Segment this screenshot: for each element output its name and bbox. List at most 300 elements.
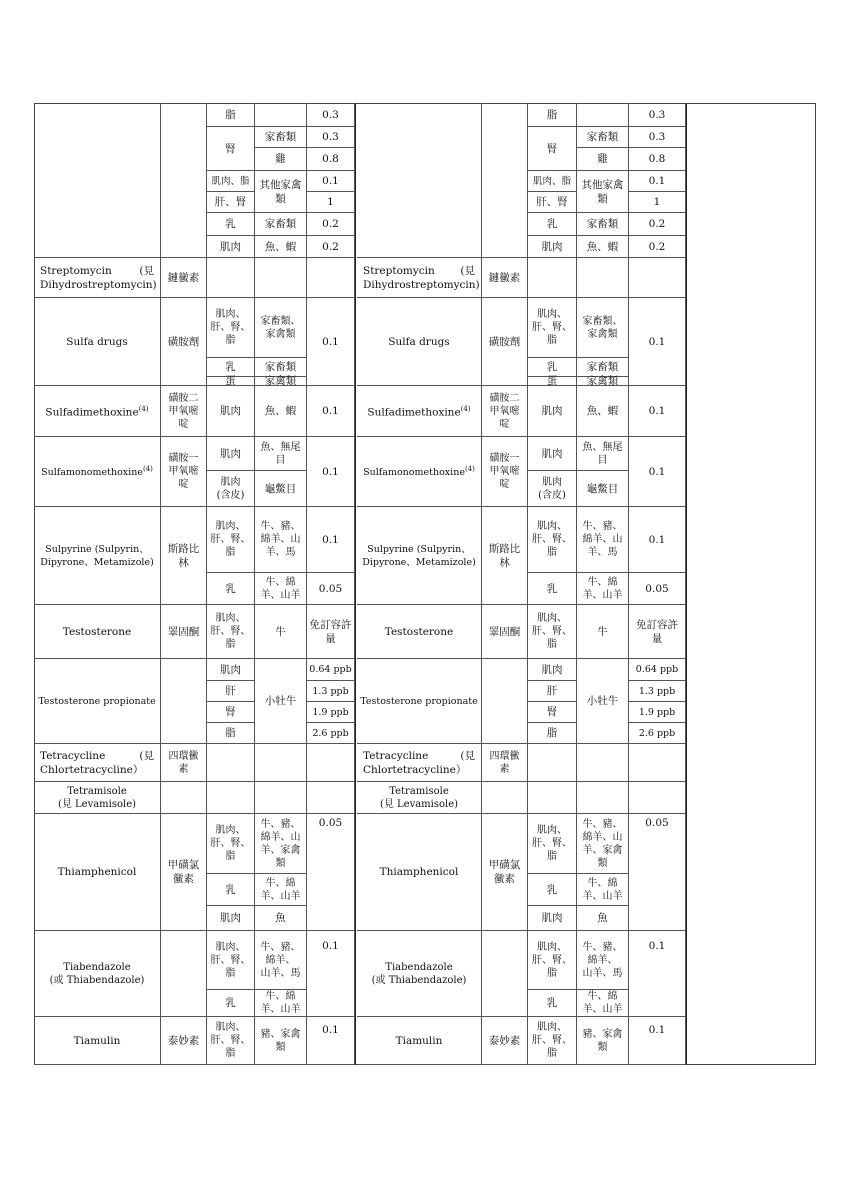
left-testosterone-propionate-limit-text: 1.3 ppb xyxy=(312,685,349,697)
right-sulfa-species2-text: 家畜類 xyxy=(586,361,619,373)
left-streptomycin-drug xyxy=(34,258,161,298)
left-sulfadimethoxine-species-text: 魚、蝦 xyxy=(264,405,297,417)
right-testosterone-tissue-text: 肌肉、 肝、腎、 脂 xyxy=(532,613,572,650)
right-sulpyrine-cn xyxy=(482,507,528,605)
right-streptomycin-drug-text-c: Dihydrostreptomycin) xyxy=(363,278,480,291)
left-sulfa-tissue1 xyxy=(207,298,255,358)
left-cont-species-fish xyxy=(255,236,307,258)
left-thiamphenicol-species3 xyxy=(255,906,307,931)
right-thiamphenicol-limit xyxy=(629,814,686,931)
right-cont-tissue-liver-kidney xyxy=(528,192,577,213)
left-tiamulin-cn-text: 泰妙素 xyxy=(167,1034,200,1047)
left-tiabendazole-limit xyxy=(307,931,355,1017)
right-cont-species-other-poultry xyxy=(577,171,629,213)
right-tiabendazole-tissue1 xyxy=(528,931,577,990)
right-thiamphenicol-species1 xyxy=(577,814,629,874)
right-thiamphenicol-tissue2 xyxy=(528,874,577,906)
left-testosterone-drug-text: Testosterone xyxy=(62,625,132,638)
right-thiamphenicol-species2 xyxy=(577,874,629,906)
right-testosterone-propionate-drug-text: Testosterone propionate xyxy=(360,695,478,707)
right-testosterone-propionate-tissue xyxy=(528,702,577,723)
left-sulfadimethoxine-drug xyxy=(34,386,161,437)
left-sulfa-tissue3-text: 蛋 xyxy=(225,375,236,387)
left-sulfamonomethoxine-drug xyxy=(34,437,161,507)
right-thiamphenicol-tissue1 xyxy=(528,814,577,874)
right-cont-tissue-muscle-text: 肌肉 xyxy=(541,240,563,253)
right-tiabendazole-tissue2-text: 乳 xyxy=(546,997,558,1009)
left-streptomycin-cn-text: 鏈黴素 xyxy=(167,271,200,284)
right-sulfa-species1 xyxy=(577,298,629,358)
left-streptomycin-species xyxy=(255,258,307,298)
right-sulfa-tissue3 xyxy=(528,377,577,386)
right-thiamphenicol-tissue1-text: 肌肉、 肝、腎、 脂 xyxy=(532,825,572,862)
left-testosterone-propionate-tissue-text: 肌肉 xyxy=(220,663,241,676)
left-residue-table xyxy=(34,103,356,1065)
left-cont-limit xyxy=(307,127,355,148)
left-sulfa-species2-text: 家畜類 xyxy=(264,361,297,373)
right-cont-limit-text: 0.2 xyxy=(648,240,666,253)
right-streptomycin-limit xyxy=(629,258,686,298)
left-cont-limit xyxy=(307,236,355,258)
right-tiamulin-drug-text: Tiamulin xyxy=(395,1034,443,1047)
right-sulpyrine-drug-text: Sulpyrine (Sulpyrin、 Dipyrone、Metamizole) xyxy=(362,543,476,568)
right-testosterone-species-text: 牛 xyxy=(597,625,608,638)
right-cont-limit xyxy=(629,171,686,192)
right-testosterone-propionate-limit xyxy=(629,702,686,723)
left-tetramisole-drug xyxy=(34,782,161,814)
left-sulpyrine-cn-text: 斯路比 林 xyxy=(167,542,200,569)
right-sulfadimethoxine-drug-text: Sulfadimethoxine$^{(4)}$ xyxy=(367,405,471,419)
right-thiamphenicol-drug-text: Thiamphenicol xyxy=(379,866,459,878)
right-cont-tissue-milk-text: 乳 xyxy=(546,218,558,230)
left-streptomycin-tissue xyxy=(207,258,255,298)
right-sulfadimethoxine-species-text: 魚、蝦 xyxy=(586,405,619,417)
right-testosterone-species xyxy=(577,605,629,659)
right-sulpyrine-tissue2-text: 乳 xyxy=(546,582,558,595)
right-tiamulin-species xyxy=(577,1017,629,1065)
left-sulfa-species1 xyxy=(255,298,307,358)
right-sulfa-limit-text: 0.1 xyxy=(648,335,666,348)
right-tetramisole-species xyxy=(577,782,629,814)
notes-column xyxy=(687,103,816,1065)
left-streptomycin-drug-text-b: (見 xyxy=(139,264,154,277)
right-testosterone-limit xyxy=(629,605,686,659)
left-tetramisole-cn xyxy=(161,782,207,814)
right-testosterone-propionate-species-text: 小牡牛 xyxy=(586,695,619,707)
left-sulfadimethoxine-cn xyxy=(161,386,207,437)
left-tetracycline-drug xyxy=(34,744,161,782)
right-thiamphenicol-cn xyxy=(482,814,528,931)
right-cont-limit-text: 0.2 xyxy=(648,218,666,230)
left-sulpyrine-tissue2 xyxy=(207,573,255,605)
left-testosterone-species-text: 牛 xyxy=(275,625,286,638)
right-thiamphenicol-species1-text: 牛、豬、 綿羊、山 羊、家禽 類 xyxy=(582,818,623,869)
left-thiamphenicol-cn xyxy=(161,814,207,931)
left-cont-species-other-poultry-text: 其他家禽類 xyxy=(259,178,302,205)
right-sulfa-tissue1 xyxy=(528,298,577,358)
right-cont-limit xyxy=(629,148,686,171)
left-cont-tissue-muscle-fat xyxy=(207,171,255,192)
left-sulfamonomethoxine-cn-text: 磺胺一 甲氧嘧 啶 xyxy=(168,453,199,490)
left-tiabendazole-tissue2-text: 乳 xyxy=(225,997,236,1009)
right-tetracycline-drug-text-c: Chlortetracycline） xyxy=(363,763,467,776)
left-sulfa-tissue3 xyxy=(207,377,255,386)
right-sulpyrine-species2 xyxy=(577,573,629,605)
right-cont-limit xyxy=(629,127,686,148)
right-cont-limit xyxy=(629,213,686,236)
right-sulfa-cn xyxy=(482,298,528,386)
left-testosterone-tissue-text: 肌肉、 肝、腎、 脂 xyxy=(210,613,251,650)
right-cont-tissue-fat xyxy=(528,103,577,127)
right-cont-tissue-muscle xyxy=(528,236,577,258)
right-sulfadimethoxine-tissue xyxy=(528,386,577,437)
left-thiamphenicol-cn-text: 甲磺氯 黴素 xyxy=(167,859,200,885)
left-sulfadimethoxine-tissue-text: 肌肉 xyxy=(220,405,241,417)
left-tetramisole-tissue xyxy=(207,782,255,814)
right-testosterone-propionate-tissue xyxy=(528,681,577,702)
left-thiamphenicol-tissue2-text: 乳 xyxy=(225,883,236,896)
right-thiamphenicol-limit-text: 0.05 xyxy=(645,817,669,829)
right-thiamphenicol-drug xyxy=(357,814,482,931)
left-testosterone-limit-text: 免訂容許 量 xyxy=(309,618,352,645)
left-cont-limit-text: 0.8 xyxy=(322,153,339,165)
left-sulfamonomethoxine-limit xyxy=(307,437,355,507)
right-sulpyrine-cn-text: 斯路比 林 xyxy=(488,542,521,569)
right-cont-tissue-muscle-fat xyxy=(528,171,577,192)
right-tetramisole-cn xyxy=(482,782,528,814)
left-sulfa-limit-text: 0.1 xyxy=(322,335,339,348)
left-tiamulin-species-text: 豬、家禽 類 xyxy=(260,1028,301,1053)
right-thiamphenicol-species2-text: 牛、綿 羊、山羊 xyxy=(582,877,623,902)
right-cont-species-livestock-2-text: 家畜類 xyxy=(586,218,619,230)
left-tetramisole-limit xyxy=(307,782,355,814)
left-sulfa-cn xyxy=(161,298,207,386)
left-tetracycline-drug-text-c: Chlortetracycline） xyxy=(40,763,144,776)
right-cont-tissue-liver-kidney-text: 肝、腎 xyxy=(536,196,568,208)
right-sulfamonomethoxine-limit-text: 0.1 xyxy=(648,465,666,478)
right-sulpyrine-species2-text: 牛、綿 羊、山羊 xyxy=(582,576,623,601)
left-tetramisole-species xyxy=(255,782,307,814)
right-testosterone-cn xyxy=(482,605,528,659)
right-tiabendazole-species1 xyxy=(577,931,629,990)
right-testosterone-propionate-limit xyxy=(629,659,686,681)
left-testosterone-cn xyxy=(161,605,207,659)
left-sulfadimethoxine-cn-text: 磺胺二 甲氧嘧 啶 xyxy=(168,392,199,430)
left-sulfa-limit xyxy=(307,298,355,386)
right-sulfa-drug-text: Sulfa drugs xyxy=(388,335,450,348)
left-thiamphenicol-species2 xyxy=(255,874,307,906)
right-cont-species-blank xyxy=(577,103,629,127)
right-sulfadimethoxine-limit xyxy=(629,386,686,437)
right-cont-tissue-muscle-fat-text: 肌肉、脂 xyxy=(532,175,571,187)
right-tiamulin-cn-text: 泰妙素 xyxy=(488,1034,521,1047)
left-cont-drug-cell xyxy=(34,103,161,258)
right-streptomycin-species xyxy=(577,258,629,298)
left-sulfadimethoxine-species xyxy=(255,386,307,437)
left-sulfadimethoxine-drug-footnote: (4) xyxy=(138,405,149,414)
left-tetracycline-drug-text-a: Tetracycline xyxy=(40,749,106,762)
right-sulpyrine-species1-text: 牛、豬、 綿羊、山 羊、馬 xyxy=(582,521,623,558)
left-cont-tissue-milk-text: 乳 xyxy=(225,218,236,230)
right-sulfa-species3 xyxy=(577,377,629,386)
right-sulfamonomethoxine-drug-text: Sulfamonomethoxine$^{(4)}$ xyxy=(363,465,475,479)
right-thiamphenicol-tissue2-text: 乳 xyxy=(546,883,558,896)
right-sulpyrine-limit1 xyxy=(629,507,686,573)
left-cont-species-livestock xyxy=(255,127,307,148)
right-sulfadimethoxine-limit-text: 0.1 xyxy=(648,405,666,417)
left-sulpyrine-limit1-text: 0.1 xyxy=(322,533,339,546)
left-testosterone-propionate-tissue-text: 脂 xyxy=(225,727,236,739)
right-tetracycline-tissue xyxy=(528,744,577,782)
left-cont-tissue-kidney xyxy=(207,127,255,171)
right-testosterone-propionate-limit xyxy=(629,723,686,744)
right-tetracycline-limit xyxy=(629,744,686,782)
right-testosterone-propionate-tissue-text: 腎 xyxy=(546,706,558,718)
left-cont-tissue-muscle-fat-text: 肌肉、脂 xyxy=(211,175,250,187)
right-thiamphenicol-cn-text: 甲磺氯 黴素 xyxy=(488,859,521,885)
left-tiamulin-limit xyxy=(307,1017,355,1065)
left-tiamulin-cn xyxy=(161,1017,207,1065)
left-tiamulin-limit-text: 0.1 xyxy=(322,1024,339,1036)
right-testosterone-drug xyxy=(357,605,482,659)
right-streptomycin-tissue xyxy=(528,258,577,298)
left-sulfamonomethoxine-species1-text: 魚、無尾 目 xyxy=(260,441,301,466)
right-sulfamonomethoxine-tissue2 xyxy=(528,471,577,507)
right-testosterone-propionate-limit-text: 0.64 ppb xyxy=(635,664,679,675)
right-cont-species-fish xyxy=(577,236,629,258)
left-thiamphenicol-drug-text: Thiamphenicol xyxy=(57,866,137,878)
right-tiamulin-drug xyxy=(357,1017,482,1065)
right-sulfamonomethoxine-species1-text: 魚、無尾 目 xyxy=(582,441,623,466)
right-tetracycline-drug-text-a: Tetracycline xyxy=(363,749,429,762)
right-cont-limit-text: 0.3 xyxy=(648,108,666,121)
left-sulpyrine-drug xyxy=(34,507,161,605)
left-tiabendazole-drug xyxy=(34,931,161,1017)
left-thiamphenicol-tissue3 xyxy=(207,906,255,931)
right-tiabendazole-tissue1-text: 肌肉、 肝、腎、 脂 xyxy=(532,941,572,979)
left-tiamulin-tissue-text: 肌肉、 肝、腎、 脂 xyxy=(210,1022,251,1059)
right-testosterone-propionate-drug xyxy=(357,659,482,744)
left-sulfa-species3 xyxy=(255,377,307,386)
right-testosterone-cn-text: 睪固酮 xyxy=(488,625,521,638)
right-sulpyrine-limit1-text: 0.1 xyxy=(648,533,666,546)
left-testosterone-propionate-species-text: 小牡牛 xyxy=(264,695,297,707)
right-cont-tissue-kidney xyxy=(528,127,577,171)
left-cont-tissue-muscle-text: 肌肉 xyxy=(220,240,241,253)
right-tiabendazole-drug-text: Tiabendazole (或 Thiabendazole) xyxy=(371,961,467,986)
left-testosterone-propionate-limit xyxy=(307,659,355,681)
right-sulpyrine-species1 xyxy=(577,507,629,573)
right-tetracycline-cn xyxy=(482,744,528,782)
right-tetracycline-cn-text: 四環黴 素 xyxy=(489,750,520,775)
right-tetramisole-drug-text: Tetramisole (見 Levamisole) xyxy=(379,785,459,810)
right-residue-table xyxy=(357,103,687,1065)
right-tiabendazole-species1-text: 牛、豬、 綿羊、 山羊、馬 xyxy=(582,941,623,979)
left-sulfadimethoxine-drug-text: Sulfadimethoxine$^{(4)}$ xyxy=(45,405,149,419)
left-cont-species-livestock-2 xyxy=(255,213,307,236)
right-sulfamonomethoxine-drug-footnote: (4) xyxy=(464,465,475,474)
left-tiabendazole-tissue1-text: 肌肉、 肝、腎、 脂 xyxy=(210,941,251,979)
right-sulfa-species3-text: 家禽類 xyxy=(586,375,619,387)
left-tiamulin-drug xyxy=(34,1017,161,1065)
right-cont-limit-text: 0.1 xyxy=(648,175,666,187)
left-tiabendazole-cn xyxy=(161,931,207,1017)
left-testosterone-propionate-tissue xyxy=(207,723,255,744)
left-testosterone-propionate-tissue-text: 肝 xyxy=(225,685,236,697)
left-tetracycline-species xyxy=(255,744,307,782)
right-sulfamonomethoxine-species2 xyxy=(577,471,629,507)
right-testosterone-propionate-tissue xyxy=(528,659,577,681)
right-testosterone-propionate-tissue-text: 脂 xyxy=(546,727,558,739)
right-sulfamonomethoxine-limit xyxy=(629,437,686,507)
left-cont-species-chicken-text: 雞 xyxy=(275,153,286,165)
right-sulfadimethoxine-tissue-text: 肌肉 xyxy=(541,405,563,417)
right-tetramisole-drug xyxy=(357,782,482,814)
right-streptomycin-drug-text-a: Streptomycin xyxy=(363,264,435,277)
right-sulfamonomethoxine-drug xyxy=(357,437,482,507)
left-streptomycin-cn xyxy=(161,258,207,298)
left-sulfadimethoxine-tissue xyxy=(207,386,255,437)
right-testosterone-tissue xyxy=(528,605,577,659)
right-cont-species-other-poultry-text: 其他家禽類 xyxy=(581,178,624,205)
left-sulfadimethoxine-limit xyxy=(307,386,355,437)
right-cont-drug-cell xyxy=(357,103,482,258)
left-sulfamonomethoxine-species1 xyxy=(255,437,307,471)
right-tetracycline-species xyxy=(577,744,629,782)
left-thiamphenicol-tissue3-text: 肌肉 xyxy=(220,912,241,924)
left-tetracycline-drug-text-b: (見 xyxy=(139,749,154,762)
right-sulfa-tissue1-text: 肌肉、 肝、腎、 脂 xyxy=(532,309,572,346)
right-sulfa-tissue2-text: 乳 xyxy=(546,361,558,373)
left-thiamphenicol-tissue2 xyxy=(207,874,255,906)
left-cont-tissue-fat-text: 脂 xyxy=(225,108,236,121)
left-cont-limit xyxy=(307,192,355,213)
left-sulpyrine-limit2 xyxy=(307,573,355,605)
right-sulpyrine-limit2-text: 0.05 xyxy=(645,582,669,595)
right-tiamulin-tissue xyxy=(528,1017,577,1065)
right-cont-limit-text: 1 xyxy=(653,196,661,208)
left-cont-tissue-milk xyxy=(207,213,255,236)
right-thiamphenicol-species3-text: 魚 xyxy=(597,912,608,924)
left-cont-limit xyxy=(307,171,355,192)
left-thiamphenicol-limit xyxy=(307,814,355,931)
right-tiabendazole-species2 xyxy=(577,990,629,1017)
left-testosterone-propionate-cn xyxy=(161,659,207,744)
left-cont-species-blank xyxy=(255,103,307,127)
left-testosterone-drug xyxy=(34,605,161,659)
right-cont-tissue-kidney-text: 腎 xyxy=(546,142,558,155)
left-thiamphenicol-species3-text: 魚 xyxy=(275,912,286,924)
right-cont-limit-text: 0.3 xyxy=(648,131,666,143)
right-tetracycline-drug-text-b: (見 xyxy=(460,749,475,762)
left-tiabendazole-species2-text: 牛、綿 羊、山羊 xyxy=(260,991,301,1015)
left-testosterone-propionate-drug xyxy=(34,659,161,744)
left-cont-limit-text: 0.2 xyxy=(322,240,339,253)
left-testosterone-propionate-tissue-text: 腎 xyxy=(225,706,236,718)
left-cont-tissue-muscle xyxy=(207,236,255,258)
right-tiabendazole-limit xyxy=(629,931,686,1017)
left-sulpyrine-species1-text: 牛、豬、 綿羊、山 羊、馬 xyxy=(260,521,301,558)
right-sulfamonomethoxine-cn-text: 磺胺一 甲氧嘧 啶 xyxy=(489,453,520,490)
right-sulfamonomethoxine-species2-text: 龜鱉目 xyxy=(586,482,619,495)
left-cont-tissue-liver-kidney xyxy=(207,192,255,213)
left-streptomycin-drug-text-c: Dihydrostreptomycin) xyxy=(40,278,157,291)
right-sulpyrine-tissue1 xyxy=(528,507,577,573)
right-testosterone-limit-text: 免訂容許 量 xyxy=(636,618,678,645)
left-testosterone-propionate-limit xyxy=(307,681,355,702)
left-cont-tissue-liver-kidney-text: 肝、腎 xyxy=(214,196,247,208)
left-sulpyrine-species2 xyxy=(255,573,307,605)
right-streptomycin-cn xyxy=(482,258,528,298)
right-sulfa-species1-text: 家畜類、 家禽類 xyxy=(582,315,623,340)
right-testosterone-propionate-limit-text: 2.6 ppb xyxy=(638,727,676,739)
right-tiamulin-limit xyxy=(629,1017,686,1065)
left-testosterone-propionate-drug-text: Testosterone propionate xyxy=(38,695,156,707)
left-cont-limit xyxy=(307,103,355,127)
right-sulfadimethoxine-cn-text: 磺胺二 甲氧嘧 啶 xyxy=(489,392,520,430)
left-testosterone-limit xyxy=(307,605,355,659)
right-tiabendazole-species2-text: 牛、綿 羊、山羊 xyxy=(582,991,623,1015)
left-sulpyrine-tissue1 xyxy=(207,507,255,573)
left-sulfa-tissue1-text: 肌肉、 肝、腎、 脂 xyxy=(210,309,251,346)
right-tiamulin-tissue-text: 肌肉、 肝、腎、 脂 xyxy=(532,1022,572,1059)
right-sulfamonomethoxine-species1 xyxy=(577,437,629,471)
right-cont-cn-cell xyxy=(482,103,528,258)
left-thiamphenicol-species1-text: 牛、豬、 綿羊、山 羊、家禽 類 xyxy=(260,818,301,869)
right-tiabendazole-cn xyxy=(482,931,528,1017)
right-testosterone-propionate-species xyxy=(577,659,629,744)
right-testosterone-drug-text: Testosterone xyxy=(384,625,454,638)
left-sulfadimethoxine-limit-text: 0.1 xyxy=(322,405,339,417)
left-tiamulin-tissue xyxy=(207,1017,255,1065)
left-testosterone-propionate-species xyxy=(255,659,307,744)
right-cont-limit xyxy=(629,103,686,127)
left-cont-tissue-kidney-text: 腎 xyxy=(225,142,236,155)
left-tiamulin-drug-text: Tiamulin xyxy=(73,1034,121,1047)
left-streptomycin-limit xyxy=(307,258,355,298)
right-tiamulin-limit-text: 0.1 xyxy=(648,1024,666,1036)
left-testosterone-tissue xyxy=(207,605,255,659)
left-sulpyrine-limit2-text: 0.05 xyxy=(318,582,343,595)
left-sulfamonomethoxine-drug-footnote: (4) xyxy=(142,465,153,474)
right-cont-species-fish-text: 魚、蝦 xyxy=(586,240,619,253)
left-testosterone-propionate-limit-text: 0.64 ppb xyxy=(309,664,352,675)
left-thiamphenicol-tissue1 xyxy=(207,814,255,874)
left-testosterone-propionate-limit-text: 2.6 ppb xyxy=(312,727,349,739)
right-sulpyrine-tissue1-text: 肌肉、 肝、腎、 脂 xyxy=(532,521,572,558)
right-sulfadimethoxine-drug-footnote: (4) xyxy=(460,405,471,414)
right-tiabendazole-limit-text: 0.1 xyxy=(648,940,666,952)
left-sulfamonomethoxine-tissue1 xyxy=(207,437,255,471)
right-sulfamonomethoxine-tissue2-text: 肌肉 (含皮) xyxy=(538,476,566,501)
left-tiabendazole-species1 xyxy=(255,931,307,990)
right-sulfa-drug xyxy=(357,298,482,386)
right-sulfamonomethoxine-tissue1 xyxy=(528,437,577,471)
right-testosterone-propionate-tissue-text: 肌肉 xyxy=(541,663,563,676)
left-sulpyrine-limit1 xyxy=(307,507,355,573)
left-tiabendazole-drug-text: Tiabendazole (或 Thiabendazole) xyxy=(49,961,145,986)
right-sulfamonomethoxine-cn xyxy=(482,437,528,507)
left-tiabendazole-species2 xyxy=(255,990,307,1017)
left-tetracycline-cn-text: 四環黴 素 xyxy=(168,750,199,775)
left-tetramisole-drug-text: Tetramisole (見 Levamisole) xyxy=(57,785,137,810)
right-thiamphenicol-species3 xyxy=(577,906,629,931)
left-cont-limit xyxy=(307,213,355,236)
right-cont-species-chicken-text: 雞 xyxy=(597,153,608,165)
right-testosterone-propionate-cn xyxy=(482,659,528,744)
left-sulpyrine-cn xyxy=(161,507,207,605)
left-cont-limit-text: 0.3 xyxy=(322,108,339,121)
